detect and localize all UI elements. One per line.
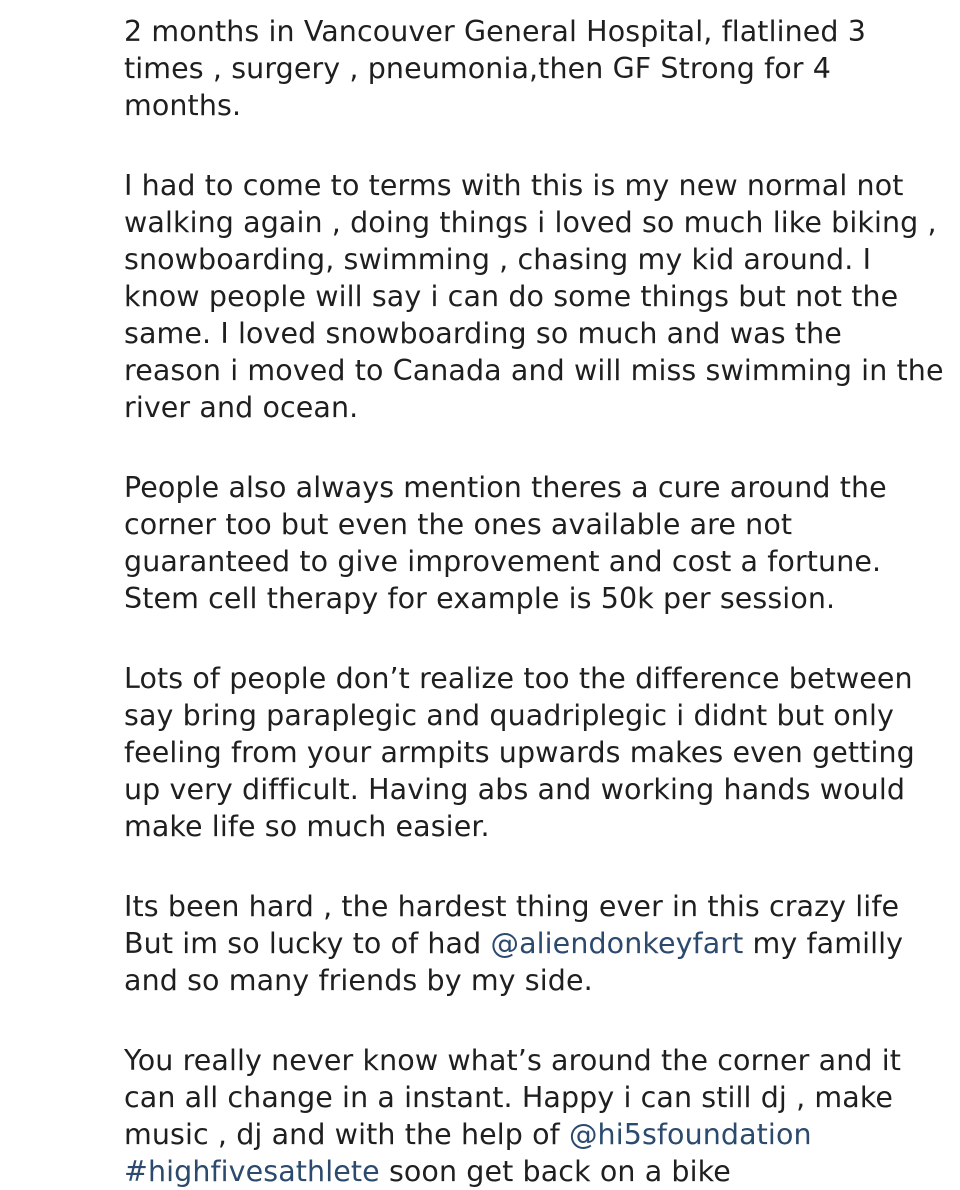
- post-caption: [124, 0, 944, 1190]
- caption-paragraph-3: [124, 432, 944, 617]
- hashtag-link[interactable]: #highfivesathlete: [124, 1155, 380, 1188]
- caption-text: People also always mention theres a cure around the corner too but even the ones available are not guaranteed to give improvement and cost a fortune. Stem cell therapy for example is 50k per session.: [124, 471, 887, 615]
- caption-paragraph-4: [124, 623, 944, 845]
- caption-text: I had to come to terms with this is my new normal not walking again , doing things i loved so much like biking , snowboarding, swimming , chasing my kid around. I know people will say i can do some things but not the same. I loved snowboarding so much and was the reason i moved to Canada and will miss swimming in the river and ocean.: [124, 169, 944, 424]
- caption-text: Its been hard , the hardest thing ever in this crazy life But im so lucky to of had: [124, 890, 900, 960]
- mention-link[interactable]: @aliendonkeyfart: [490, 927, 744, 960]
- caption-text: You really never know what’s around the corner and it can all change in a instant. Happy i can still dj , make music , dj and with the help of: [124, 1044, 902, 1151]
- caption-text: soon get back on a bike: [379, 1155, 731, 1188]
- caption-text: Lots of people don’t realize too the difference between say bring paraplegic and quadriplegic i didnt but only feeling from your armpits upwards makes even getting up very difficult. Having abs and working hands would make life so much easier.: [124, 662, 915, 843]
- caption-paragraph-1: [124, 0, 944, 124]
- caption-paragraph-2: [124, 130, 944, 426]
- caption-text: 2 months in Vancouver General Hospital, flatlined 3 times , surgery , pneumonia,then GF Strong for 4 months.: [124, 15, 866, 122]
- caption-text: my familly and so many friends by my side.: [124, 927, 904, 997]
- caption-paragraph-6: [124, 1005, 944, 1190]
- caption-paragraph-5: [124, 851, 944, 999]
- mention-link[interactable]: @hi5sfoundation: [568, 1118, 812, 1151]
